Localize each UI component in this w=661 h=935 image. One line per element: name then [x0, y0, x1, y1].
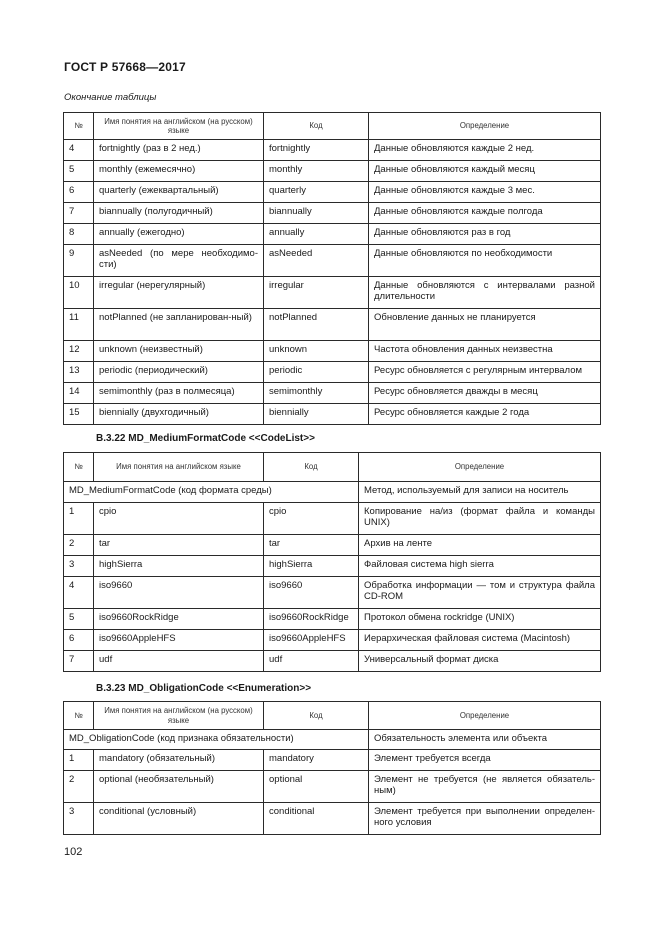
row-code: irregular: [264, 277, 369, 309]
row-code: tar: [264, 535, 359, 556]
table-row: [64, 245, 601, 277]
row-definition: Архив на ленте: [359, 535, 601, 556]
row-code: conditional: [264, 803, 369, 835]
table-row: [64, 362, 601, 383]
frequency-code-table: [63, 112, 601, 425]
col-header-definition: Определение: [369, 113, 601, 140]
row-name: monthly (ежемесячно): [94, 161, 264, 182]
row-number: 1: [64, 750, 94, 771]
row-number: 5: [64, 161, 94, 182]
table-row: [64, 803, 601, 835]
row-code: semimonthly: [264, 383, 369, 404]
row-code: periodic: [264, 362, 369, 383]
row-name: fortnightly (раз в 2 нед.): [94, 140, 264, 161]
row-code: biennially: [264, 404, 369, 425]
row-code: iso9660: [264, 577, 359, 609]
section-title-obligation: B.3.23 MD_ObligationCode <<Enumeration>>: [96, 683, 312, 694]
row-code: fortnightly: [264, 140, 369, 161]
col-header-code: Код: [264, 702, 369, 730]
row-number: 6: [64, 182, 94, 203]
group-name: MD_MediumFormatCode (код формата среды): [64, 482, 359, 503]
table-row: [64, 535, 601, 556]
table-caption: Окончание таблицы: [64, 92, 157, 103]
row-number: 3: [64, 803, 94, 835]
row-number: 15: [64, 404, 94, 425]
group-definition: Метод, используемый для записи на носитель: [359, 482, 601, 503]
row-name: iso9660AppleHFS: [94, 630, 264, 651]
row-name: cpio: [94, 503, 264, 535]
row-number: 3: [64, 556, 94, 577]
table-row: [64, 277, 601, 309]
table-row: [64, 577, 601, 609]
table-row: [64, 609, 601, 630]
table-header-row: [64, 453, 601, 482]
obligation-code-table: [63, 701, 601, 835]
row-number: 1: [64, 503, 94, 535]
row-definition: Данные обновляются по необходимости: [369, 245, 601, 277]
row-name: optional (необязательный): [94, 771, 264, 803]
section-title-medium-format: B.3.22 MD_MediumFormatCode <<CodeList>>: [96, 433, 315, 444]
row-name: irregular (нерегулярный): [94, 277, 264, 309]
row-definition: Ресурс обновляется дважды в месяц: [369, 383, 601, 404]
row-definition: Иерархическая файловая система (Macintosh): [359, 630, 601, 651]
medium-format-code-table: [63, 452, 601, 672]
col-header-name: Имя понятия на английском (на русском) языке: [94, 113, 264, 140]
row-name: tar: [94, 535, 264, 556]
row-definition: Элемент требуется всегда: [369, 750, 601, 771]
row-code: udf: [264, 651, 359, 672]
row-name: udf: [94, 651, 264, 672]
row-number: 2: [64, 535, 94, 556]
row-name: quarterly (ежеквартальный): [94, 182, 264, 203]
row-code: optional: [264, 771, 369, 803]
col-header-name: Имя понятия на английском языке: [94, 453, 264, 482]
page-number: 102: [64, 846, 83, 858]
table-row: [64, 341, 601, 362]
row-name: iso9660: [94, 577, 264, 609]
row-name: asNeeded (по мере необходимо-сти): [94, 245, 264, 277]
col-header-definition: Определение: [359, 453, 601, 482]
table-row: [64, 203, 601, 224]
table-header-row: [64, 113, 601, 140]
table-row: [64, 140, 601, 161]
table-group-row: [64, 482, 601, 503]
row-definition: Элемент не требуется (не является обязатель-ным): [369, 771, 601, 803]
row-definition: Обработка информации — том и структура файла CD-ROM: [359, 577, 601, 609]
row-name: conditional (условный): [94, 803, 264, 835]
row-number: 8: [64, 224, 94, 245]
table-row: [64, 750, 601, 771]
row-number: 12: [64, 341, 94, 362]
row-code: highSierra: [264, 556, 359, 577]
row-number: 2: [64, 771, 94, 803]
row-number: 10: [64, 277, 94, 309]
group-definition: Обязательность элемента или объекта: [369, 730, 601, 750]
row-name: notPlanned (не запланирован-ный): [94, 309, 264, 341]
row-number: 11: [64, 309, 94, 341]
row-code: asNeeded: [264, 245, 369, 277]
row-code: unknown: [264, 341, 369, 362]
table-row: [64, 771, 601, 803]
row-number: 4: [64, 140, 94, 161]
row-code: notPlanned: [264, 309, 369, 341]
row-definition: Ресурс обновляется с регулярным интервалом: [369, 362, 601, 383]
table-row: [64, 556, 601, 577]
row-definition: Данные обновляются каждый месяц: [369, 161, 601, 182]
row-number: 6: [64, 630, 94, 651]
row-name: highSierra: [94, 556, 264, 577]
col-header-code: Код: [264, 113, 369, 140]
row-name: biannually (полугодичный): [94, 203, 264, 224]
table-group-row: [64, 730, 601, 750]
row-definition: Данные обновляются с интервалами разной длительности: [369, 277, 601, 309]
row-definition: Обновление данных не планируется: [369, 309, 601, 341]
col-header-number: №: [64, 453, 94, 482]
row-definition: Данные обновляются каждые 2 нед.: [369, 140, 601, 161]
document-header: ГОСТ Р 57668—2017: [64, 60, 186, 74]
row-name: biennially (двухгодичный): [94, 404, 264, 425]
row-code: cpio: [264, 503, 359, 535]
row-number: 5: [64, 609, 94, 630]
col-header-name: Имя понятия на английском (на русском) языке: [94, 702, 264, 730]
row-name: periodic (периодический): [94, 362, 264, 383]
row-number: 14: [64, 383, 94, 404]
row-number: 7: [64, 203, 94, 224]
group-name: MD_ObligationCode (код признака обязательности): [64, 730, 369, 750]
table-row: [64, 630, 601, 651]
table-header-row: [64, 702, 601, 730]
row-definition: Протокол обмена rockridge (UNIX): [359, 609, 601, 630]
col-header-definition: Определение: [369, 702, 601, 730]
row-definition: Данные обновляются каждые полгода: [369, 203, 601, 224]
row-code: iso9660RockRidge: [264, 609, 359, 630]
row-definition: Данные обновляются раз в год: [369, 224, 601, 245]
row-definition: Копирование на/из (формат файла и команды UNIX): [359, 503, 601, 535]
row-number: 4: [64, 577, 94, 609]
row-code: annually: [264, 224, 369, 245]
table-row: [64, 309, 601, 341]
col-header-number: №: [64, 702, 94, 730]
col-header-code: Код: [264, 453, 359, 482]
row-code: biannually: [264, 203, 369, 224]
col-header-number: №: [64, 113, 94, 140]
row-name: annually (ежегодно): [94, 224, 264, 245]
table-row: [64, 404, 601, 425]
row-number: 9: [64, 245, 94, 277]
table-row: [64, 182, 601, 203]
row-definition: Универсальный формат диска: [359, 651, 601, 672]
row-number: 7: [64, 651, 94, 672]
table-row: [64, 383, 601, 404]
table-row: [64, 224, 601, 245]
row-code: quarterly: [264, 182, 369, 203]
row-definition: Частота обновления данных неизвестна: [369, 341, 601, 362]
row-code: monthly: [264, 161, 369, 182]
row-name: mandatory (обязательный): [94, 750, 264, 771]
row-number: 13: [64, 362, 94, 383]
row-definition: Данные обновляются каждые 3 мес.: [369, 182, 601, 203]
row-definition: Файловая система high sierra: [359, 556, 601, 577]
row-code: iso9660AppleHFS: [264, 630, 359, 651]
table-row: [64, 651, 601, 672]
row-name: iso9660RockRidge: [94, 609, 264, 630]
row-code: mandatory: [264, 750, 369, 771]
row-name: unknown (неизвестный): [94, 341, 264, 362]
row-definition: Элемент требуется при выполнении определен-ного условия: [369, 803, 601, 835]
row-name: semimonthly (раз в полмесяца): [94, 383, 264, 404]
table-row: [64, 503, 601, 535]
table-row: [64, 161, 601, 182]
row-definition: Ресурс обновляется каждые 2 года: [369, 404, 601, 425]
